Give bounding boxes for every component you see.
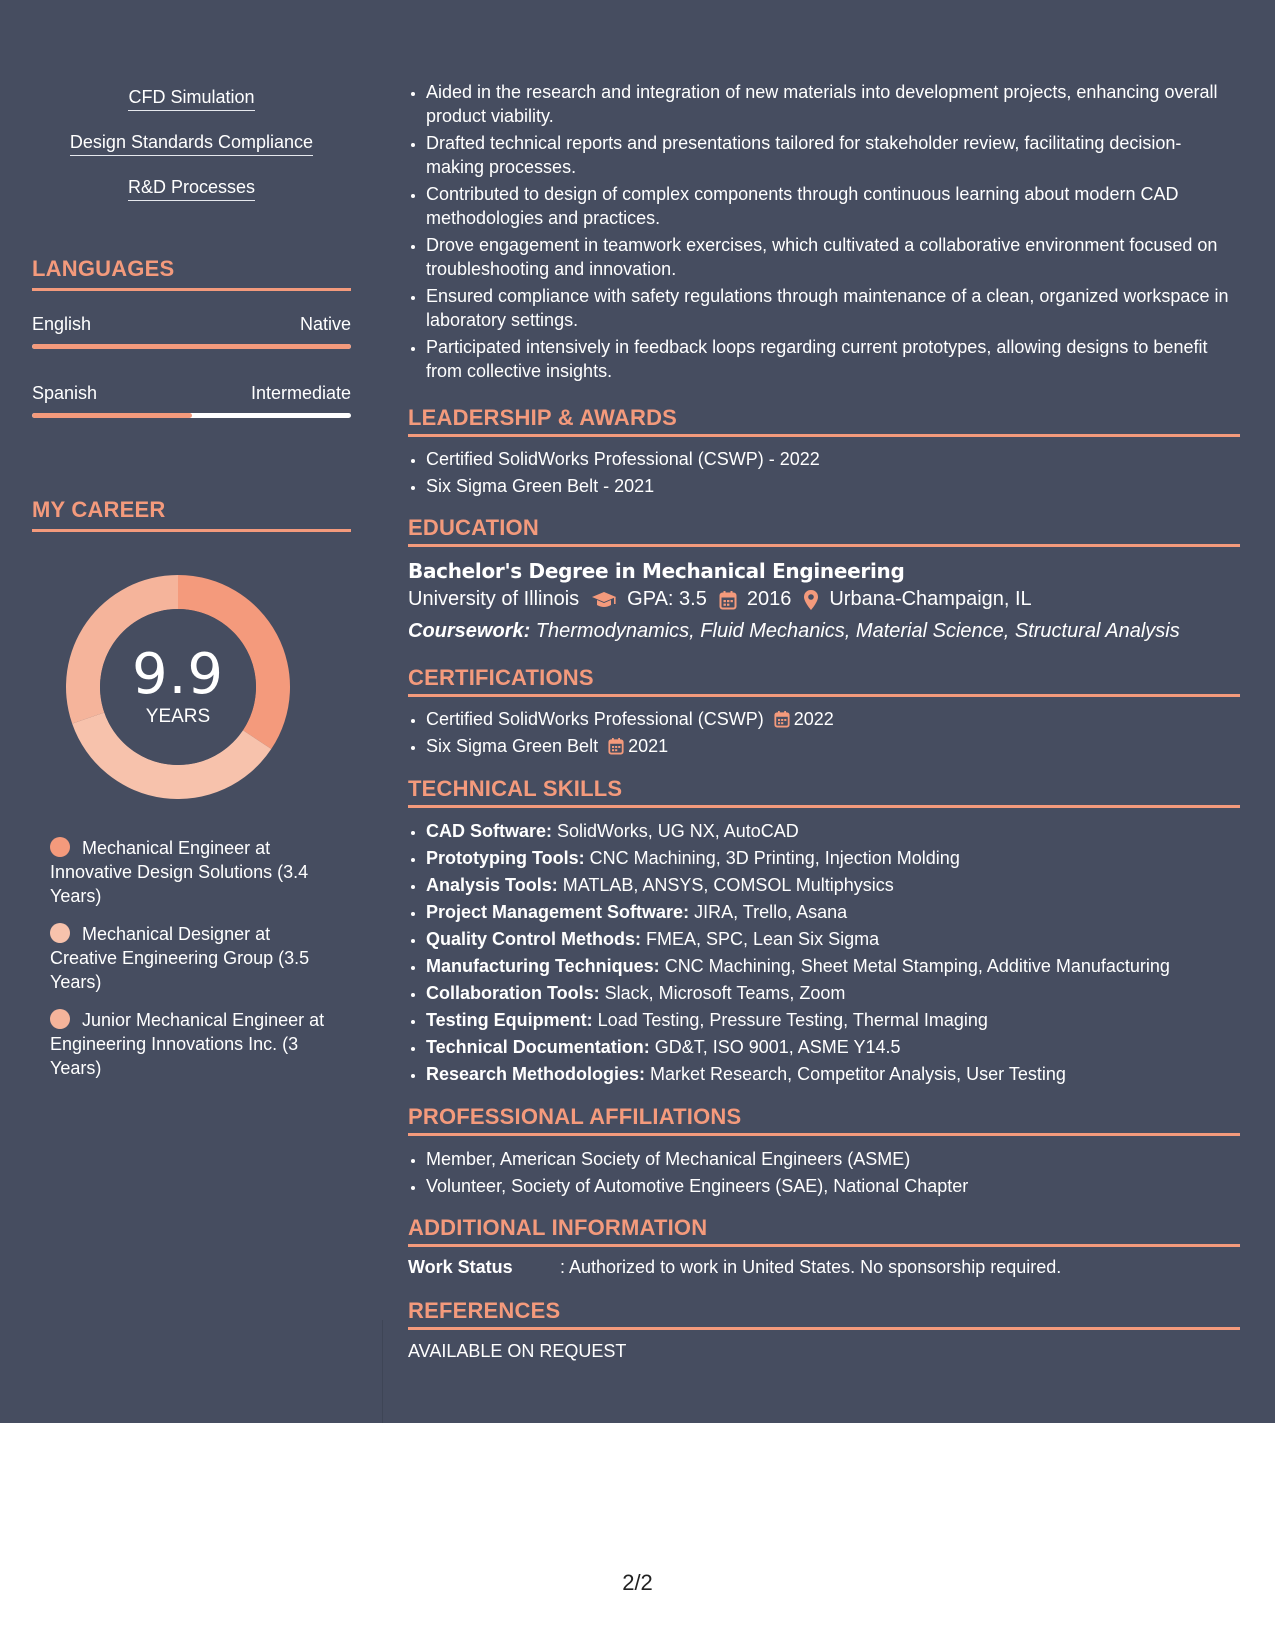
skill-item: CFD Simulation — [128, 86, 254, 111]
language-name: English — [32, 314, 92, 334]
experience-bullet: • Drove engagement in teamwork exercises, which cultivated a collaborative environment focused on troubleshooting and innovation. — [426, 233, 1238, 281]
language-bar-fill — [32, 344, 351, 349]
experience-bullet: • Contributed to design of complex components through continuous learning about modern CAD methodologies and practices. — [426, 182, 1238, 230]
technical-skill-item: • Analysis Tools: MATLAB, ANSYS, COMSOL Multiphysics — [426, 873, 1238, 897]
certification-item: • Six Sigma Green Belt 2021 — [426, 734, 1238, 758]
career-item: Junior Mechanical Engineer at Engineering Innovations Inc. (3 Years) — [50, 1010, 325, 1078]
page-number: 2/2 — [622, 1570, 653, 1595]
skills-list — [32, 86, 351, 221]
technical-skills-list — [408, 819, 1238, 1089]
technical-skill-item: • Quality Control Methods: FMEA, SPC, Lean Six Sigma — [426, 927, 1238, 951]
experience-bullet: • Aided in the research and integration of new materials into development projects, enhancing overall product viability. — [426, 80, 1238, 128]
technical-skill-item: • Manufacturing Techniques: CNC Machining, Sheet Metal Stamping, Additive Manufacturing — [426, 954, 1238, 978]
experience-bullet: • Ensured compliance with safety regulations through maintenance of a clean, organized workspace in laboratory settings. — [426, 284, 1238, 332]
leadership-list — [408, 447, 1238, 501]
language-bar-english — [32, 344, 351, 349]
education-coursework — [408, 620, 1180, 643]
career-item: Mechanical Designer at Creative Engineering Group (3.5 Years) — [50, 924, 310, 992]
certifications-title: CERTIFICATIONS — [408, 665, 1240, 697]
work-status-label: Work Status — [408, 1257, 513, 1277]
technical-skill-item: • Prototyping Tools: CNC Machining, 3D Printing, Injection Molding — [426, 846, 1238, 870]
legend-dot — [50, 1009, 70, 1029]
technical-skill-item: • Research Methodologies: Market Research, Competitor Analysis, User Testing — [426, 1062, 1238, 1086]
leadership-title: LEADERSHIP & AWARDS — [408, 405, 1240, 437]
skill-item: R&D Processes — [128, 176, 255, 201]
affiliations-list — [408, 1147, 1238, 1201]
column-divider — [382, 1320, 383, 1423]
language-level: Native — [299, 314, 351, 334]
additional-info-title: ADDITIONAL INFORMATION — [408, 1215, 1240, 1247]
certification-item: • Certified SolidWorks Professional (CSWP) 2022 — [426, 707, 1238, 731]
career-title: MY CAREER — [32, 497, 351, 532]
technical-skill-item: • Testing Equipment: Load Testing, Pressure Testing, Thermal Imaging — [426, 1008, 1238, 1032]
language-row-spanish — [32, 383, 351, 404]
work-status-value: : Authorized to work in United States. No sponsorship required. — [560, 1257, 1062, 1277]
work-status — [408, 1257, 1061, 1278]
location-pin-icon — [803, 589, 819, 611]
education-location: Urbana-Champaign, IL — [829, 588, 1032, 610]
calendar-icon — [774, 710, 790, 728]
experience-bullet: • Drafted technical reports and presentations tailored for stakeholder review, facilitating decision-making processes. — [426, 131, 1238, 179]
education-year: 2016 — [746, 588, 792, 610]
references-title: REFERENCES — [408, 1298, 1240, 1330]
career-item: Mechanical Engineer at Innovative Design Solutions (3.4 Years) — [50, 838, 309, 906]
career-legend — [50, 836, 340, 1094]
legend-dot — [50, 923, 70, 943]
skill-item: Design Standards Compliance — [70, 131, 313, 156]
leadership-item: • Six Sigma Green Belt - 2021 — [426, 474, 1238, 498]
languages-title: LANGUAGES — [32, 256, 351, 291]
references-text: AVAILABLE ON REQUEST — [408, 1341, 627, 1361]
language-name: Spanish — [32, 383, 98, 403]
career-donut-chart — [66, 575, 290, 799]
technical-skill-item: • CAD Software: SolidWorks, UG NX, AutoCAD — [426, 819, 1238, 843]
technical-skill-item: • Collaboration Tools: Slack, Microsoft Teams, Zoom — [426, 981, 1238, 1005]
technical-skills-title: TECHNICAL SKILLS — [408, 776, 1240, 808]
language-bar-spanish — [32, 413, 351, 418]
language-bar-fill — [32, 413, 192, 418]
affiliation-item: • Volunteer, Society of Automotive Engineers (SAE), National Chapter — [426, 1174, 1238, 1198]
career-total-years: 9.9 — [131, 642, 225, 707]
education-school: University of Illinois — [408, 588, 580, 610]
technical-skill-item: • Project Management Software: JIRA, Trello, Asana — [426, 900, 1238, 924]
affiliations-title: PROFESSIONAL AFFILIATIONS — [408, 1104, 1240, 1136]
education-degree: Bachelor's Degree in Mechanical Engineering — [408, 559, 905, 583]
education-gpa: GPA: 3.5 — [627, 588, 707, 610]
experience-bullets — [408, 80, 1238, 386]
career-total-unit: YEARS — [145, 706, 211, 727]
calendar-icon — [719, 590, 737, 610]
experience-bullet: • Participated intensively in feedback loops regarding current prototypes, allowing designs to benefit from collective insights. — [426, 335, 1238, 383]
graduation-cap-icon — [591, 590, 617, 610]
leadership-item: • Certified SolidWorks Professional (CSWP) - 2022 — [426, 447, 1238, 471]
language-row-english — [32, 314, 351, 335]
affiliation-item: • Member, American Society of Mechanical Engineers (ASME) — [426, 1147, 1238, 1171]
education-details — [408, 588, 1032, 611]
legend-dot — [50, 837, 70, 857]
coursework-label: Coursework: — [408, 620, 531, 642]
technical-skill-item: • Technical Documentation: GD&T, ISO 9001, ASME Y14.5 — [426, 1035, 1238, 1059]
education-title: EDUCATION — [408, 515, 1240, 547]
coursework-value: Thermodynamics, Fluid Mechanics, Material Science, Structural Analysis — [530, 620, 1180, 642]
calendar-icon — [608, 737, 624, 755]
certifications-list — [408, 707, 1238, 761]
language-level: Intermediate — [250, 383, 351, 403]
